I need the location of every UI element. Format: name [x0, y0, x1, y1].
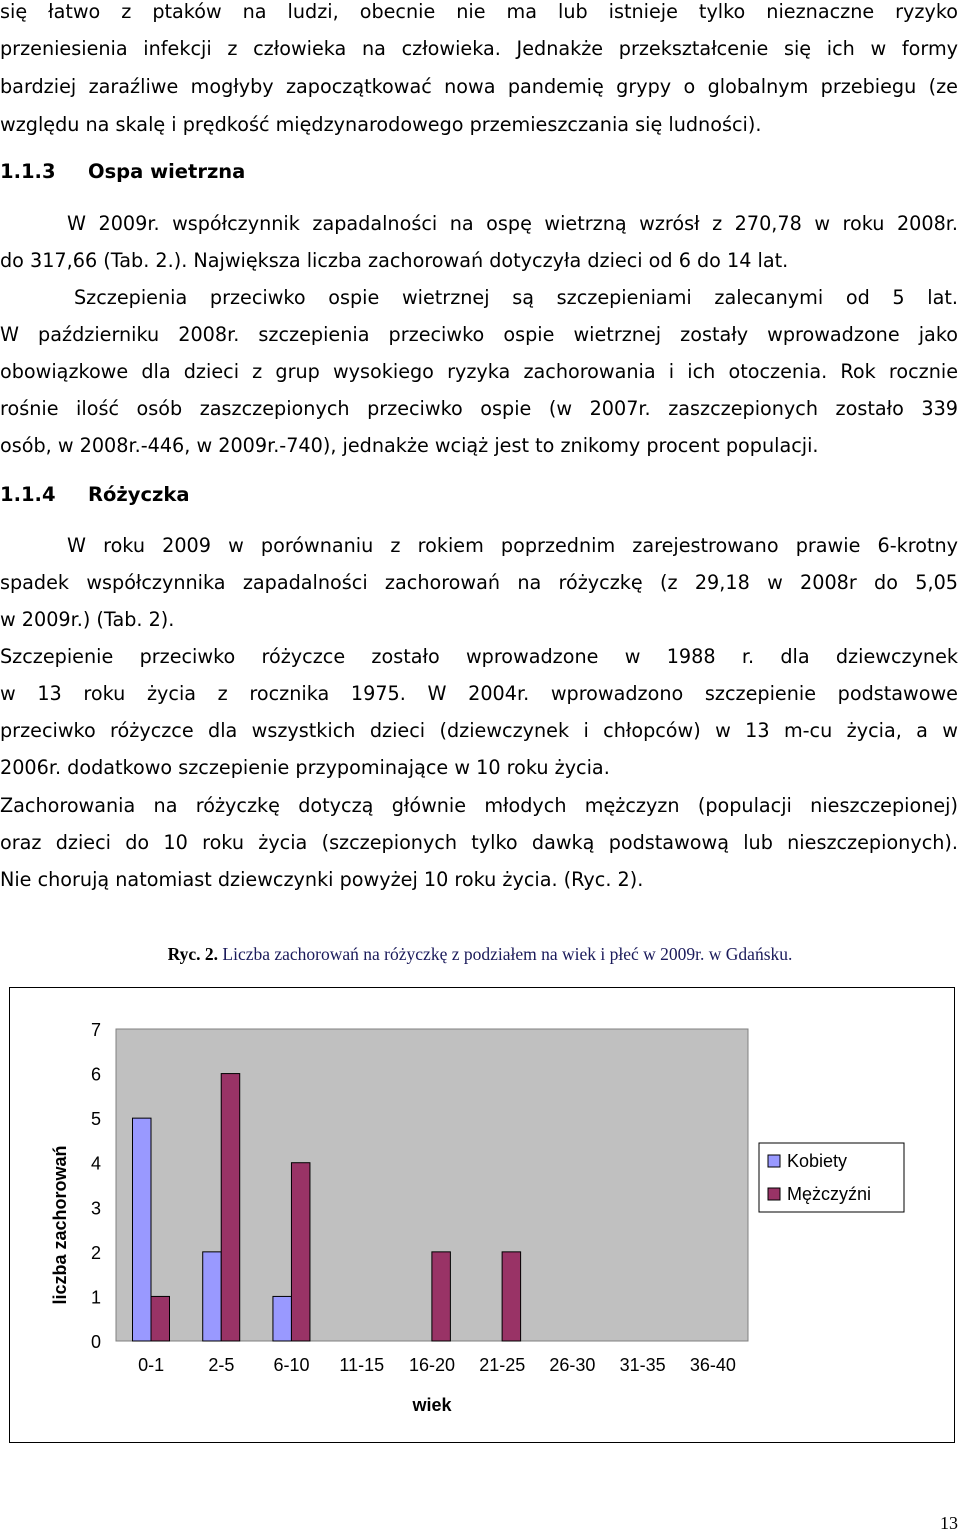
bar-mezczyzni — [432, 1252, 451, 1341]
bar-kobiety — [203, 1252, 222, 1341]
y-tick-label: 2 — [90, 1242, 102, 1263]
rozyczka-line-6: przeciwko różyczce dla wszystkich dzieci (dziewczynek i chłopców) w 13 m-cu życia, a w — [0, 719, 958, 742]
bar-mezczyzni — [151, 1296, 170, 1341]
section-heading-ospa — [0, 160, 958, 184]
legend-swatch-mezczyzni — [768, 1188, 780, 1200]
rozyczka-line-7: 2006r. dodatkowo szczepienie przypominające w 10 roku życia. — [0, 756, 610, 779]
bar-mezczyzni — [291, 1163, 310, 1341]
section-heading-rozyczka — [0, 483, 958, 507]
bar-kobiety — [133, 1118, 152, 1341]
x-tick-label: 6-10 — [273, 1355, 310, 1375]
page-number: 13 — [940, 1513, 958, 1533]
rozyczka-line-9: oraz dzieci do 10 roku życia (szczepionych tylko dawką podstawową lub nieszczepionych). — [0, 831, 958, 854]
x-tick-label: 0-1 — [138, 1355, 165, 1375]
x-tick-label: 2-5 — [208, 1355, 235, 1375]
legend-label-mezczyzni: Mężczyźni — [787, 1184, 872, 1204]
ospa-line-5: obowiązkowe dla dzieci z grup wysokiego ryzyka zachorowania i ich otoczenia. Rok rocznie — [0, 360, 958, 383]
section-number: 1.1.4 — [0, 483, 56, 506]
bar-mezczyzni — [502, 1252, 520, 1341]
legend-swatch-kobiety — [768, 1155, 780, 1167]
ospa-line-1: W 2009r. współczynnik zapadalności na ospę wietrzną wzrósł z 270,78 w roku 2008r. — [67, 212, 958, 235]
y-tick-label: 6 — [90, 1064, 102, 1085]
figure-caption-text: Liczba zachorowań na różyczkę z podziałem na wiek i płeć w 2009r. w Gdańsku. — [222, 944, 793, 964]
rozyczka-line-4: Szczepienie przeciwko różyczce zostało wprowadzone w 1988 r. dla dziewczynek — [0, 645, 958, 668]
bar-chart — [10, 988, 953, 1441]
figure-caption — [0, 944, 960, 965]
chart-frame — [9, 987, 955, 1443]
ospa-line-2: do 317,66 (Tab. 2.). Największa liczba zachorowań dotyczyła dzieci od 6 do 14 lat. — [0, 249, 789, 272]
rozyczka-line-5: w 13 roku życia z rocznika 1975. W 2004r. wprowadzono szczepienie podstawowe — [0, 682, 958, 705]
rozyczka-line-1: W roku 2009 w porównaniu z rokiem poprzednim zarejestrowano prawie 6-krotny — [67, 534, 958, 557]
ospa-line-7: osób, w 2008r.-446, w 2009r.-740), jednakże wciąż jest to znikomy procent populacji. — [0, 434, 819, 457]
x-tick-label: 16-20 — [408, 1355, 456, 1375]
ospa-line-3: Szczepienia przeciwko ospie wietrznej są szczepieniami zalecanymi od 5 lat. — [74, 286, 958, 309]
x-tick-label: 21-25 — [479, 1355, 526, 1375]
rozyczka-line-8: Zachorowania na różyczkę dotyczą głównie młodych mężczyzn (populacji nieszczepionej) — [0, 794, 958, 817]
y-tick-label: 3 — [90, 1198, 102, 1219]
y-axis-title: liczba zachorowań — [50, 1145, 70, 1305]
x-tick-label: 26-30 — [549, 1355, 596, 1375]
y-tick-label: 0 — [90, 1332, 102, 1352]
y-tick-label: 5 — [90, 1109, 102, 1130]
y-tick-label: 1 — [90, 1287, 102, 1308]
section-number: 1.1.3 — [0, 160, 56, 183]
x-tick-label: 11-15 — [339, 1355, 385, 1375]
x-tick-label: 31-35 — [619, 1355, 666, 1375]
y-tick-label: 7 — [90, 1020, 102, 1040]
section-title: Ospa wietrzna — [88, 160, 246, 183]
y-tick-label: 4 — [90, 1153, 102, 1174]
legend-label-kobiety: Kobiety — [787, 1151, 848, 1171]
x-tick-label: 36-40 — [689, 1355, 736, 1375]
ospa-line-6: rośnie ilość osób zaszczepionych przeciwko ospie (w 2007r. zaszczepionych zostało 339 — [0, 397, 958, 420]
ospa-line-4: W październiku 2008r. szczepienia przeciwko ospie wietrznej zostały wprowadzone jako — [0, 323, 958, 346]
intro-line-1: się łatwo z ptaków na ludzi, obecnie nie ma lub istnieje tylko nieznaczne ryzyko — [0, 0, 958, 23]
intro-line-2: przeniesienia infekcji z człowieka na człowieka. Jednakże przekształcenie się ich w formy — [0, 37, 958, 60]
bar-kobiety — [273, 1296, 292, 1341]
x-axis-title: wiek — [412, 1395, 452, 1415]
section-title: Różyczka — [88, 483, 190, 506]
rozyczka-line-10: Nie chorują natomiast dziewczynki powyżej 10 roku życia. (Ryc. 2). — [0, 868, 644, 891]
intro-line-4: względu na skalę i prędkość międzynarodowego przemieszczania się ludności). — [0, 113, 762, 136]
figure-label: Ryc. 2. — [167, 944, 219, 964]
bar-mezczyzni — [221, 1074, 240, 1341]
rozyczka-line-3: w 2009r.) (Tab. 2). — [0, 608, 175, 631]
intro-line-3: bardziej zaraźliwe mogłyby zapoczątkować nowa pandemię grypy o globalnym przebiegu (ze — [0, 75, 958, 98]
rozyczka-line-2: spadek współczynnika zapadalności zachorowań na różyczkę (z 29,18 w 2008r do 5,05 — [0, 571, 958, 594]
